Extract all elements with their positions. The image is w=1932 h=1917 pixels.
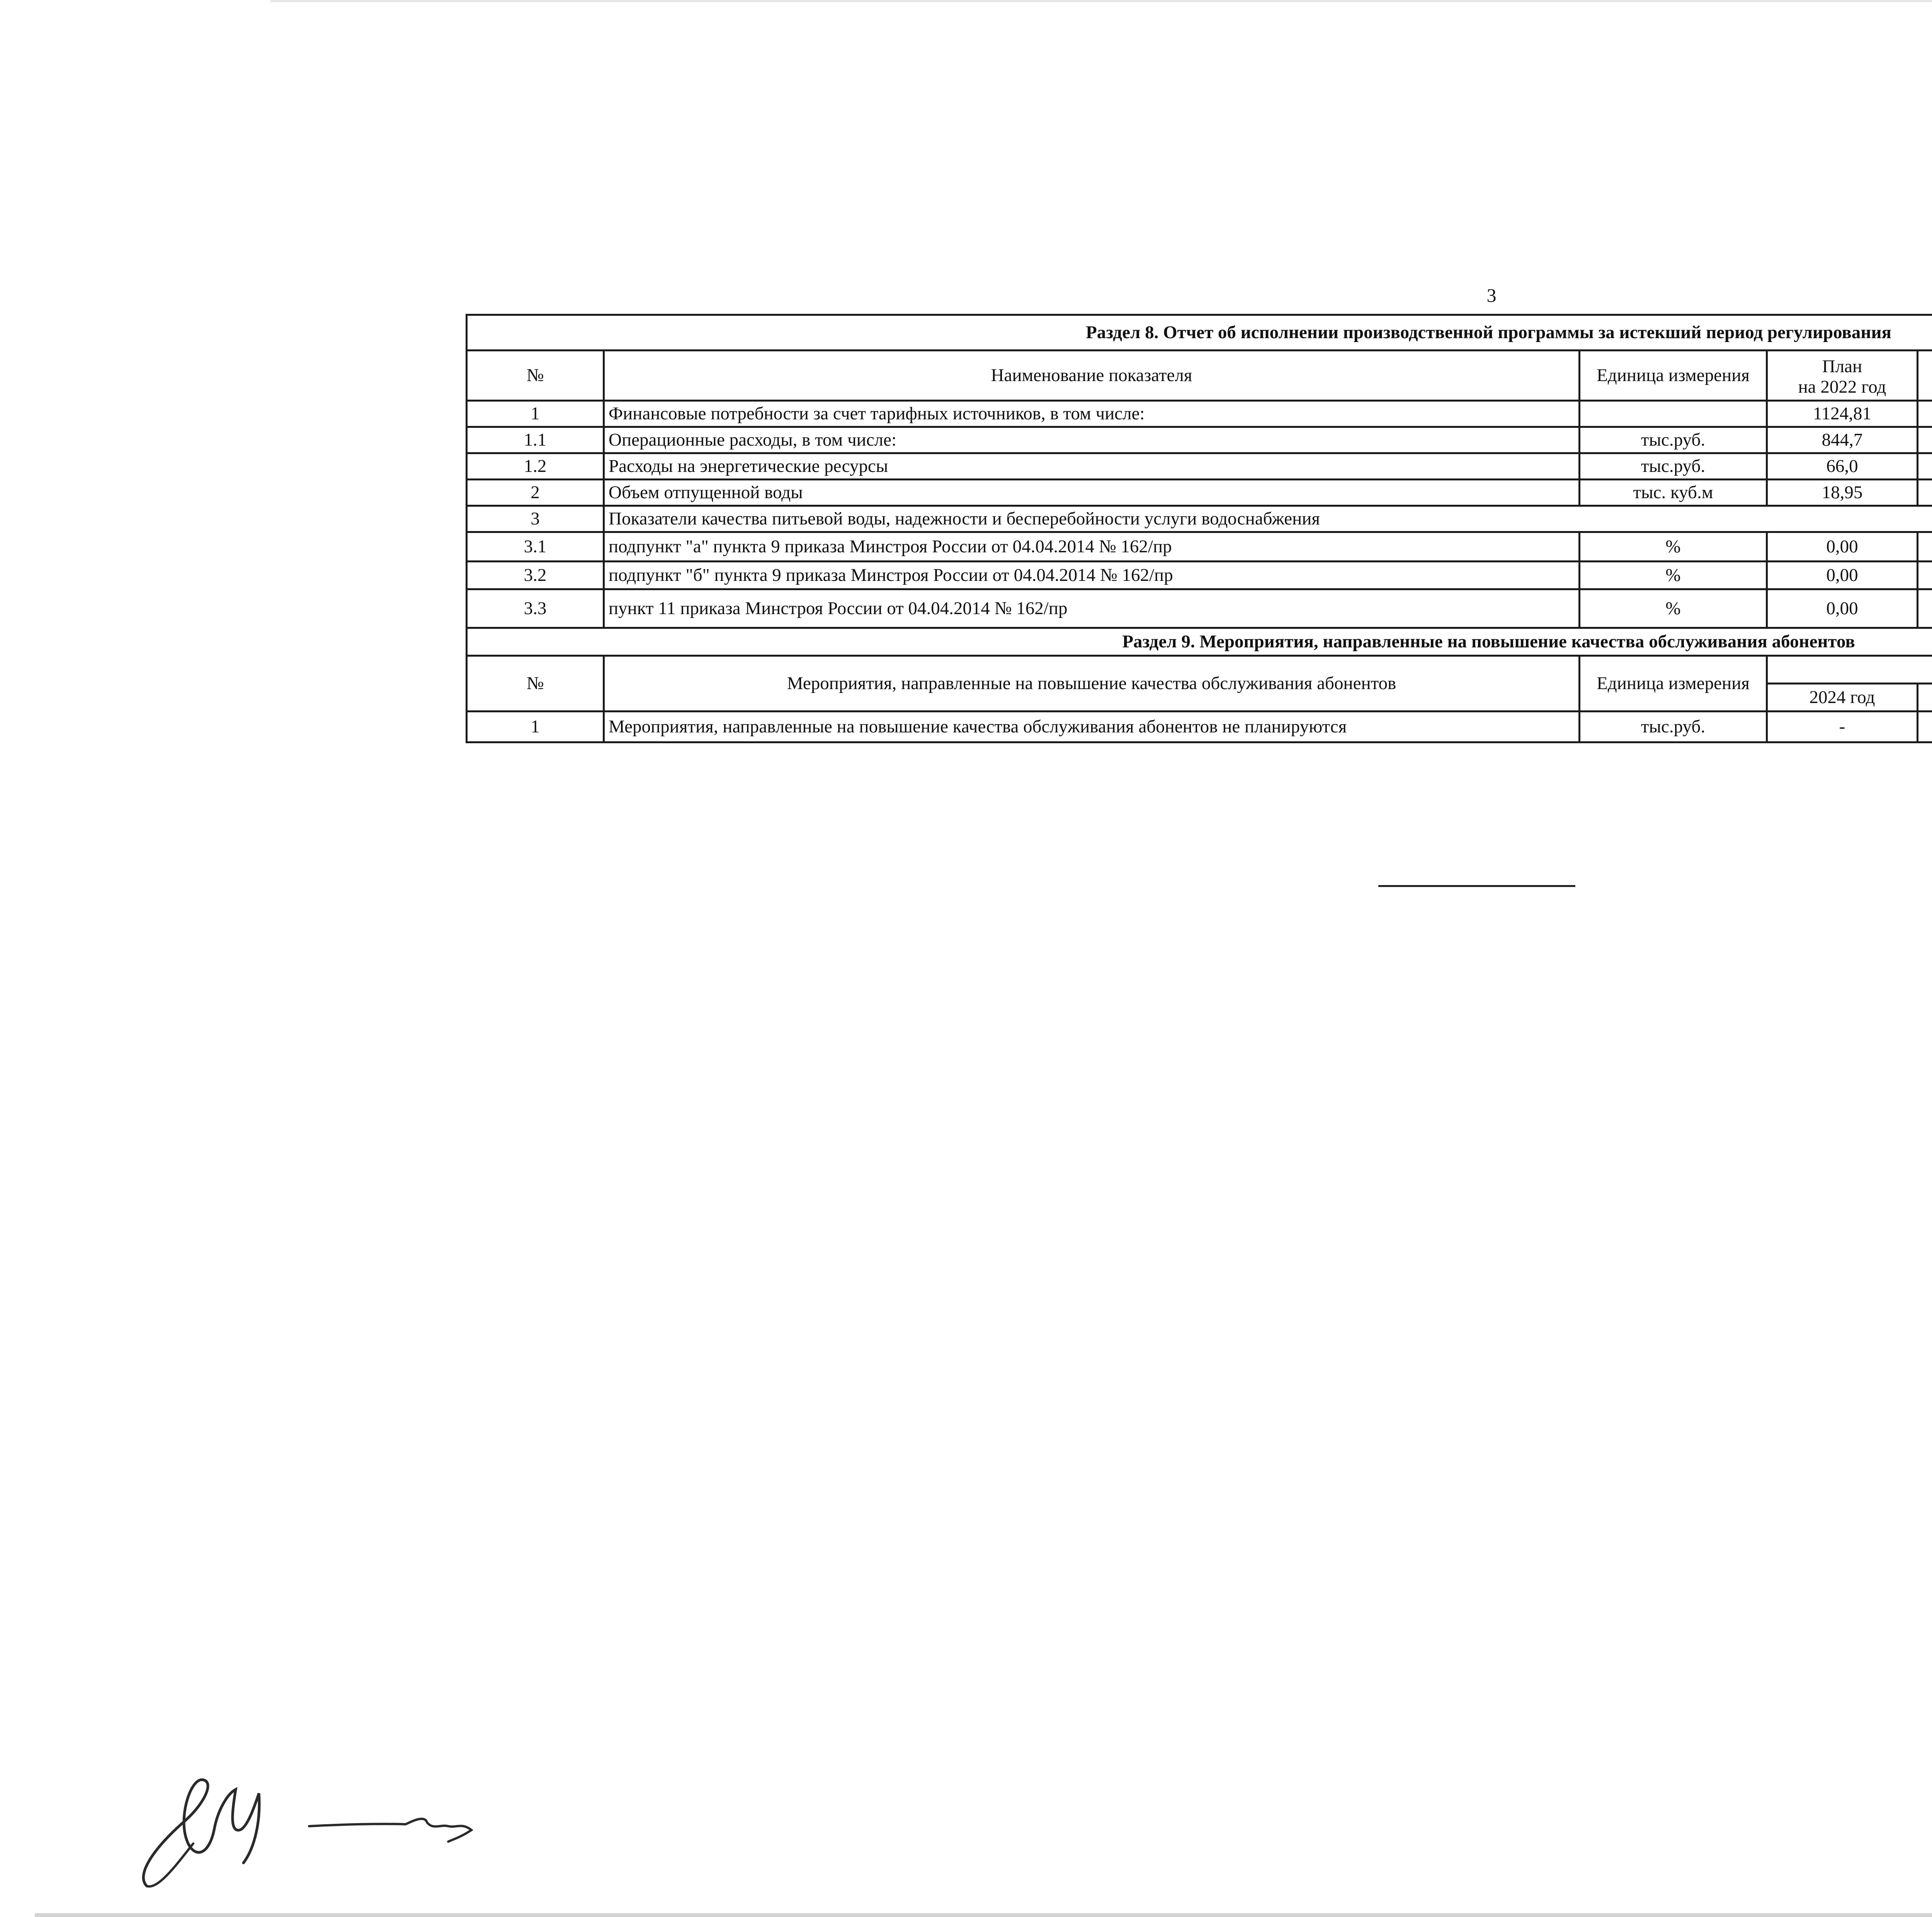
separator-line	[1378, 885, 1575, 887]
row-fact-2022	[1918, 532, 1932, 562]
header-fact-2022-line1	[1922, 356, 1932, 377]
section9-title-row	[467, 628, 1932, 656]
section8-title: Раздел 8. Отчет об исполнении производственной программы за истекший период регулирования	[467, 315, 1932, 351]
s9-header-name: Мероприятия, направленные на повышение качества обслуживания абонентов	[604, 656, 1580, 712]
row-num: 1.1	[467, 427, 604, 453]
row-fact-2022	[1918, 427, 1932, 453]
row-num: 3	[467, 506, 604, 532]
header-plan-2022-line2: на 2022 год	[1798, 376, 1886, 397]
section8-header-row	[467, 351, 1932, 401]
signature-image	[112, 1747, 498, 1902]
row-name: Операционные расходы, в том числе:	[604, 427, 1580, 453]
row-fact-2022	[1918, 453, 1932, 480]
row-plan-2022: 1124,81	[1767, 401, 1918, 427]
row-name: пункт 11 приказа Минстроя России от 04.04.2014 № 162/пр	[604, 589, 1580, 628]
row-value	[1918, 712, 1932, 742]
row-plan-2022: 844,7	[1767, 427, 1918, 453]
section9-title: Раздел 9. Мероприятия, направленные на повышение качества обслуживания абонентов	[467, 628, 1932, 656]
row-name: Мероприятия, направленные на повышение качества обслуживания абонентов не планируются	[604, 712, 1580, 742]
row-fact-2022	[1918, 480, 1932, 506]
row-unit: %	[1580, 589, 1767, 628]
s9-header-year	[1918, 684, 1932, 712]
header-fact-2022	[1918, 351, 1932, 401]
row-unit: тыс. куб.м	[1580, 480, 1767, 506]
row-num: 2	[467, 480, 604, 506]
row-fact-2022	[1918, 589, 1932, 628]
row-num: 3.2	[467, 562, 604, 589]
s9-header-unit: Единица измерения	[1580, 656, 1767, 712]
row-unit: %	[1580, 562, 1767, 589]
row-num: 3.3	[467, 589, 604, 628]
row-unit: %	[1580, 532, 1767, 562]
header-fact-2022-line2	[1922, 377, 1932, 397]
header-plan-2022-line1: План	[1822, 356, 1862, 376]
row-unit	[1580, 401, 1767, 427]
row-plan-2022: 66,0	[1767, 453, 1918, 480]
table-row	[467, 589, 1932, 628]
row-plan-2022: 0,00	[1767, 532, 1918, 562]
s9-header-year: 2024 год	[1767, 684, 1918, 712]
row-unit: тыс.руб.	[1580, 453, 1767, 480]
table-row	[467, 480, 1932, 506]
row-plan-2022: 18,95	[1767, 480, 1918, 506]
header-plan-2022	[1767, 351, 1918, 401]
row-plan-2022: 0,00	[1767, 562, 1918, 589]
row-fact-2022	[1918, 562, 1932, 589]
page-number: 3	[1486, 284, 1497, 306]
table-row	[467, 712, 1932, 742]
row-value: -	[1767, 712, 1918, 742]
scan-edge-bottom	[35, 1913, 1932, 1917]
row-name: Показатели качества питьевой воды, надежности и бесперебойности услуги водоснабжения	[604, 506, 1932, 532]
section9-header-row	[467, 656, 1932, 684]
row-num: 3.1	[467, 532, 604, 562]
scan-edge-top	[270, 0, 1932, 2]
row-unit: тыс.руб.	[1580, 427, 1767, 453]
s9-header-num: №	[467, 656, 604, 712]
report-table	[466, 314, 1932, 743]
section8-title-row	[467, 315, 1932, 351]
table-row	[467, 453, 1932, 480]
header-name: Наименование показателя	[604, 351, 1580, 401]
table-row	[467, 562, 1932, 589]
row-num: 1	[467, 712, 604, 742]
row-fact-2022	[1918, 401, 1932, 427]
table-row	[467, 532, 1932, 562]
row-num: 1.2	[467, 453, 604, 480]
row-name: Объем отпущенной воды	[604, 480, 1580, 506]
row-name: подпункт "а" пункта 9 приказа Минстроя России от 04.04.2014 № 162/пр	[604, 532, 1580, 562]
table-row	[467, 506, 1932, 532]
row-name: Расходы на энергетические ресурсы	[604, 453, 1580, 480]
row-num: 1	[467, 401, 604, 427]
row-name: подпункт "б" пункта 9 приказа Минстроя России от 04.04.2014 № 162/пр	[604, 562, 1580, 589]
table-row	[467, 427, 1932, 453]
header-num: №	[467, 351, 604, 401]
table-row	[467, 401, 1932, 427]
row-plan-2022: 0,00	[1767, 589, 1918, 628]
header-unit: Единица измерения	[1580, 351, 1767, 401]
row-name: Финансовые потребности за счет тарифных источников, в том числе:	[604, 401, 1580, 427]
s9-header-value-group	[1767, 656, 1932, 684]
row-unit: тыс.руб.	[1580, 712, 1767, 742]
